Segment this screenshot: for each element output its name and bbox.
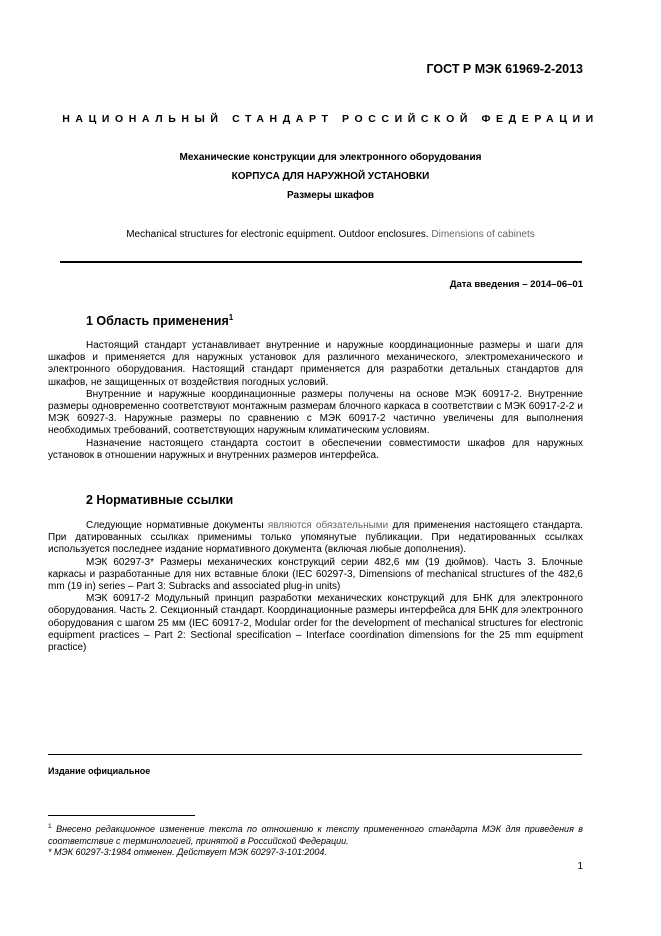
title-en	[0, 229, 661, 240]
section-2-p1-start: Следующие нормативные документы	[86, 520, 264, 531]
official-edition-label: Издание официальное	[48, 766, 151, 776]
footnote-mark-1: 1	[228, 313, 234, 322]
page-number: 1	[577, 861, 583, 872]
title-ru-line2: КОРПУСА ДЛЯ НАРУЖНОЙ УСТАНОВКИ	[231, 171, 430, 182]
title-ru-line3: Размеры шкафов	[286, 190, 375, 201]
section-2-reference-iec-60917-2: МЭК 60917-2 Модульный принцип разработки механических конструкций для БНК для электронного оборудования. Часть 2. Секционный стандарт. Координационные размеры интерфейса для БНК для электронного оборудования с шагом 25 мм (IEC 60917-2, Modular order for the development of mechanical structures for electronic equipment practices – Part 2: Sectional specification – Interface coordination dimensions for the 25 mm equipment practice)	[48, 593, 583, 654]
official-rule-long	[195, 754, 582, 755]
footnote-2: * МЭК 60297-3:1984 отменен. Действует МЭК 60297-3-101:2004.	[48, 847, 327, 857]
footnotes	[48, 821, 583, 859]
section-2-body	[48, 520, 583, 654]
national-standard-banner: НАЦИОНАЛЬНЫЙ СТАНДАРТ РОССИЙСКОЙ ФЕДЕРАЦИИ	[62, 113, 599, 125]
footnote-1	[48, 821, 583, 847]
title-ru-line1: Механические конструкции для электронного оборудования	[179, 152, 482, 163]
introduction-date: Дата введения – 2014–06–01	[449, 279, 583, 290]
document-code: ГОСТ Р МЭК 61969-2-2013	[426, 62, 583, 76]
footnote-1-text: Внесено редакционное изменение текста по отношению к тексту примененного стандарта МЭК для приведения в соответствие с терминологией, принятой в Российской Федерации.	[48, 824, 583, 846]
section-2-p1-end: для применения настоящего стандарта. При датированных ссылках применимы только упомянутые публикации. При недатированных ссылках используется последнее издание нормативного документа (включая любые дополнения).	[48, 520, 584, 556]
section-2-reference-iec-60297-3: МЭК 60297-3* Размеры механических конструкций серии 482,6 мм (19 дюймов). Часть 3. Блочные каркасы и разработанные для них вставные блоки (IEC 60297-3, Dimensions of mechanical structures of the 482,6 mm (19 in) series – Part 3: Subracks and associated plug-in units)	[48, 556, 583, 593]
section-2-p1-highlight: являются обязательными	[267, 520, 389, 531]
title-en-main: Mechanical structures for electronic equipment. Outdoor enclosures.	[126, 229, 429, 240]
section-1-paragraph: Назначение настоящего стандарта состоит в обеспечении совместимости шкафов для наружных установок в отношении наружных и внутренних размеров интерфейса.	[48, 437, 583, 461]
section-1-heading	[86, 313, 233, 328]
title-divider	[60, 261, 582, 263]
section-1-body	[48, 340, 583, 462]
section-1-paragraph: Настоящий стандарт устанавливает внутренние и наружные координационные размеры и шаги для шкафов и применяется для наружных установок для различного механического, электромеханического и электронного оборудования. Настоящий стандарт применяется для разработки детальных стандартов для шкафов, не защищенных от воздействия погодных условий.	[48, 340, 583, 388]
official-rule-short	[48, 754, 195, 755]
footnote-rule	[48, 815, 195, 816]
section-1-heading-text: 1 Область применения	[86, 314, 229, 329]
title-en-tail: Dimensions of cabinets	[431, 229, 535, 240]
section-1-paragraph: Внутренние и наружные координационные размеры получены на основе МЭК 60917-2. Внутренние размеры одновременно соответствуют монтажным размерам блочного каркаса в соответствии с МЭК 60917-2-2 и МЭК 60927-3. Наружные размеры по сравнению с МЭК 60917-2 частично увеличены для выполнения необходимых требований, соответствующих наружным климатическим условиям.	[48, 388, 583, 437]
footnote-1-mark: 1	[48, 823, 52, 830]
section-2-paragraph	[48, 520, 583, 557]
section-2-heading: 2 Нормативные ссылки	[86, 493, 234, 507]
